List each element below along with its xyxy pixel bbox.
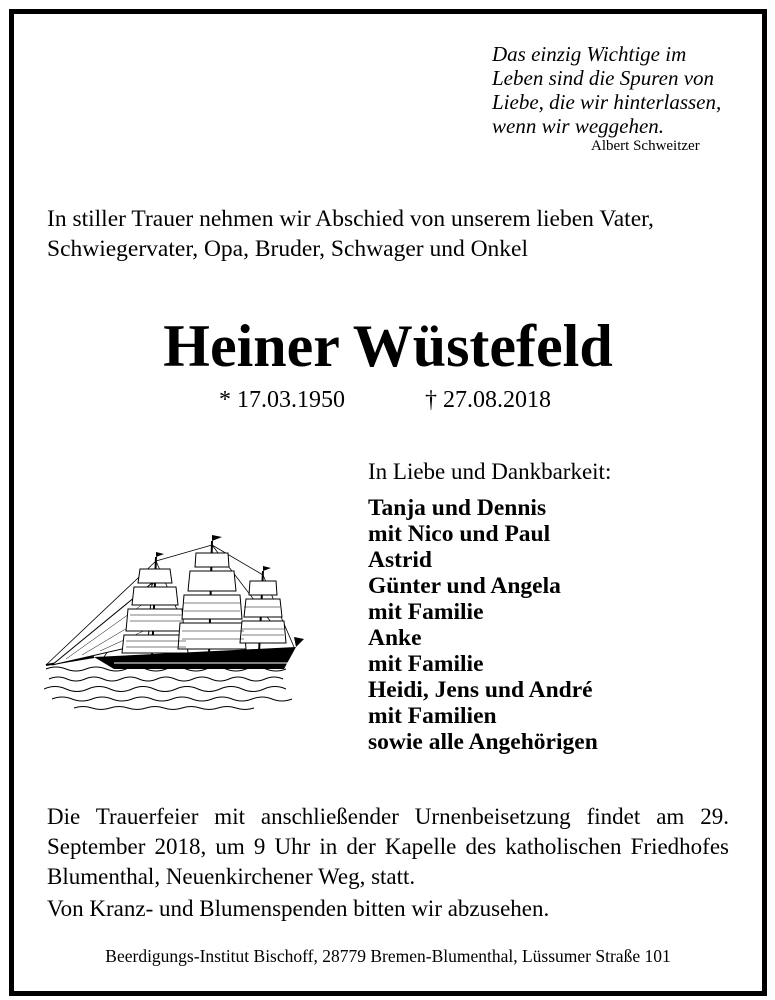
quote-line: Das einzig Wichtige im (492, 42, 687, 66)
quote-author: Albert Schweitzer (591, 138, 700, 154)
death-date: † 27.08.2018 (425, 387, 551, 413)
quote-line: Leben sind die Spuren von (492, 66, 715, 90)
quote-line: wenn wir weggehen. (492, 114, 665, 138)
mourner-entry: Heidi, Jens und André (368, 677, 593, 703)
birth-date: * 17.03.1950 (219, 387, 345, 413)
intro-text (47, 204, 654, 264)
intro-line-1: In stiller Trauer nehmen wir Abschied von unserem lieben Vater, (47, 206, 654, 232)
mourner-entry: Astrid (368, 547, 432, 573)
obituary-notice (9, 9, 767, 996)
sailing-ship-icon (44, 519, 306, 714)
funeral-home-footer: Beerdigungs-Institut Bischoff, 28779 Bremen-Blumenthal, Lüssumer Straße 101 (105, 946, 671, 966)
mourner-entry: Günter und Angela (368, 573, 561, 599)
quote-line: Liebe, die wir hinterlassen, (492, 90, 722, 114)
deceased-name: Heiner Wüstefeld (163, 313, 613, 379)
mourner-entry: mit Familie (368, 599, 484, 625)
thanks-heading: In Liebe und Dankbarkeit: (368, 459, 612, 484)
donation-note: Von Kranz- und Blumenspenden bitten wir abzusehen. (47, 896, 550, 921)
mourner-entry: Anke (368, 625, 422, 651)
mourner-entry: mit Nico und Paul (368, 521, 551, 547)
mourners-list (368, 495, 598, 755)
mourner-entry: mit Familie (368, 651, 484, 677)
mourner-entry: sowie alle Angehörigen (368, 729, 598, 755)
mourner-entry: mit Familien (368, 703, 497, 729)
quote-block (492, 42, 721, 138)
mourner-entry: Tanja und Dennis (368, 495, 547, 521)
intro-line-2: Schwiegervater, Opa, Bruder, Schwager und Onkel (47, 236, 529, 262)
ceremony-info: Die Trauerfeier mit anschließender Urnenbeisetzung findet am 29. September 2018, um 9 Uhr in der Kapelle des katholischen Friedhofes Blumenthal, Neuenkirchener Weg, statt. (47, 804, 729, 889)
